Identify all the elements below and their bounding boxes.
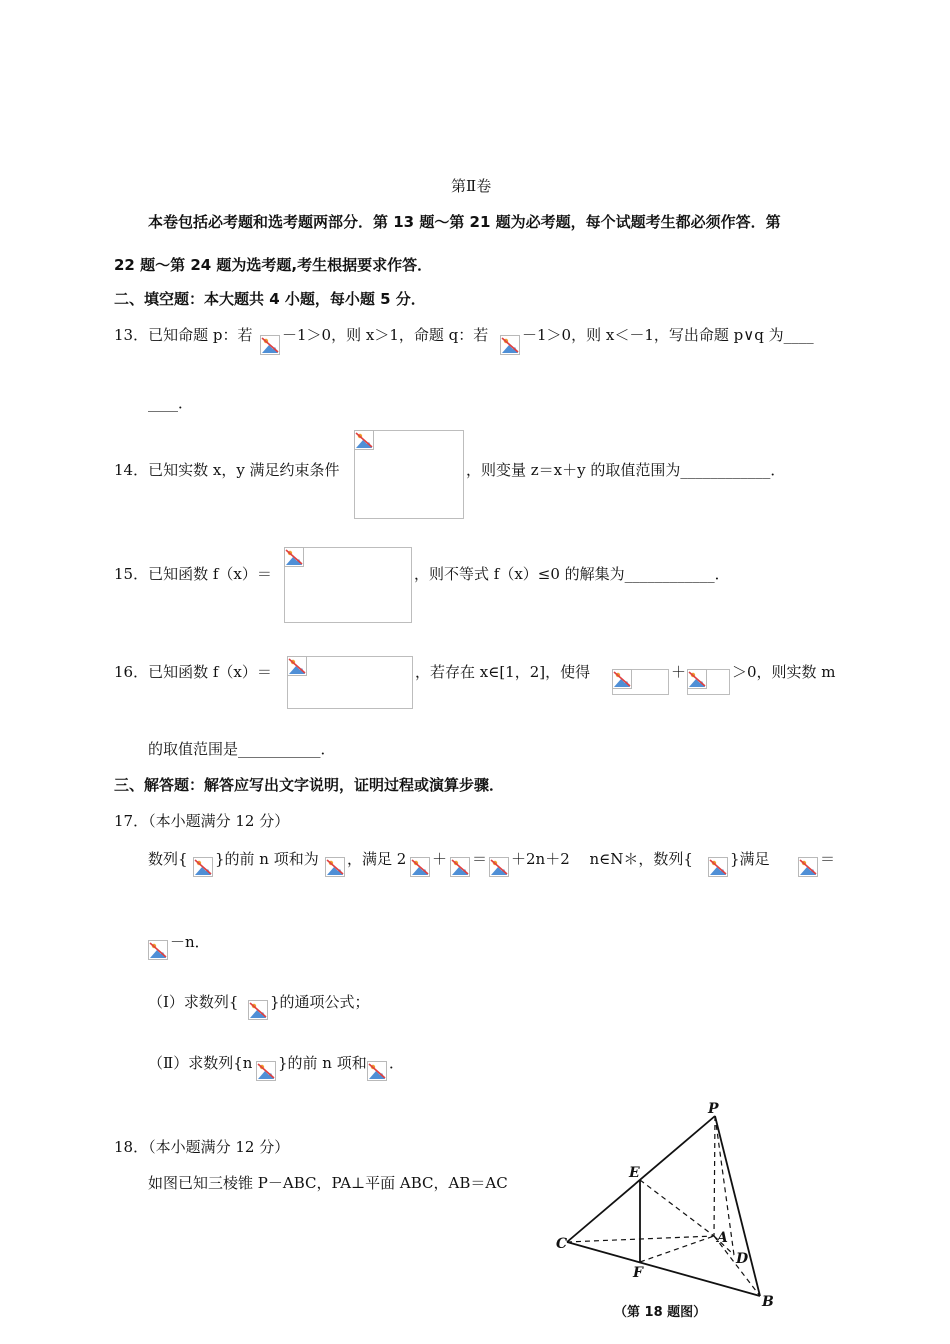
- q17-part1-a: （Ⅰ）求数列{: [148, 993, 239, 1011]
- q17-line1-e: ＝: [472, 850, 488, 868]
- q17-line1-c: ，满足 2: [347, 850, 407, 868]
- q17-line1-b: }的前 n 项和为: [215, 850, 319, 868]
- q18-body: 如图已知三棱锥 P－ABC，PA⊥平面 ABC，AB＝AC: [148, 1174, 508, 1192]
- q14-text-b: ，则变量 z＝x＋y 的取值范围为____________．: [466, 461, 786, 479]
- intro-line-1: 本卷包括必考题和选考题两部分．第 13 题～第 21 题为必考题，每个试题考生都必须作答．第: [148, 213, 781, 231]
- segment-ea: [640, 1180, 714, 1236]
- label-f: F: [633, 1265, 643, 1281]
- q13-text-a: 13．已知命题 p：若: [114, 326, 253, 344]
- label-b: B: [762, 1294, 774, 1310]
- q17-line1-a: 数列{: [148, 850, 188, 868]
- section-title: 第Ⅱ卷: [451, 177, 492, 195]
- label-c: C: [556, 1236, 568, 1252]
- q16-text-a: 16．已知函数 f（x）＝: [114, 663, 272, 681]
- q13-text-b: －1＞0，则 x＞1，命题 q：若: [282, 326, 489, 344]
- label-e: E: [629, 1165, 640, 1181]
- q18-head: 18．（本小题满分 12 分）: [114, 1138, 290, 1156]
- q16-plus: ＋: [671, 663, 687, 681]
- label-p: P: [708, 1101, 719, 1117]
- edge-pb: [715, 1116, 760, 1296]
- q17-line1-f: ＋2n＋2 n∈N＊，数列{: [511, 850, 693, 868]
- q13-text-d: ____．: [148, 394, 194, 412]
- q16-text-b: ，若存在 x∈[1，2]，使得: [415, 663, 591, 681]
- q17-line1-g: }满足: [730, 850, 770, 868]
- label-a: A: [717, 1230, 728, 1246]
- edge-pa: [714, 1116, 715, 1236]
- edge-pc: [567, 1116, 715, 1242]
- q17-head: 17．（本小题满分 12 分）: [114, 812, 290, 830]
- q17-line1-d: ＋: [432, 850, 448, 868]
- q17-part2-c: ．: [389, 1054, 405, 1072]
- figure-caption: （第 18 题图）: [614, 1305, 707, 1320]
- q17-line1-h: ＝: [820, 850, 836, 868]
- q15-text-a: 15．已知函数 f（x）＝: [114, 565, 272, 583]
- q17-part2-a: （Ⅱ）求数列{n: [148, 1054, 253, 1072]
- segment-fa: [640, 1236, 714, 1262]
- q15-text-b: ，则不等式 f（x）≤0 的解集为____________．: [414, 565, 730, 583]
- q16-text-c: ＞0，则实数 m: [732, 663, 836, 681]
- part3-heading: 三、解答题：解答应写出文字说明，证明过程或演算步骤．: [114, 776, 505, 794]
- q17-line2: －n．: [170, 933, 210, 951]
- label-d: D: [736, 1251, 749, 1267]
- q13-text-c: －1＞0，则 x＜－1，写出命题 p∨q 为____: [522, 326, 814, 344]
- q17-part1-b: }的通项公式；: [270, 993, 370, 1011]
- edge-cb: [567, 1242, 760, 1296]
- q17-part2-b: }的前 n 项和: [278, 1054, 367, 1072]
- part2-heading: 二、填空题：本大题共 4 小题，每小题 5 分．: [114, 290, 426, 308]
- q14-text-a: 14．已知实数 x，y 满足约束条件: [114, 461, 340, 479]
- q16-text-d: 的取值范围是___________．: [148, 740, 336, 758]
- intro-line-2: 22 题～第 24 题为选考题,考生根据要求作答．: [114, 256, 433, 274]
